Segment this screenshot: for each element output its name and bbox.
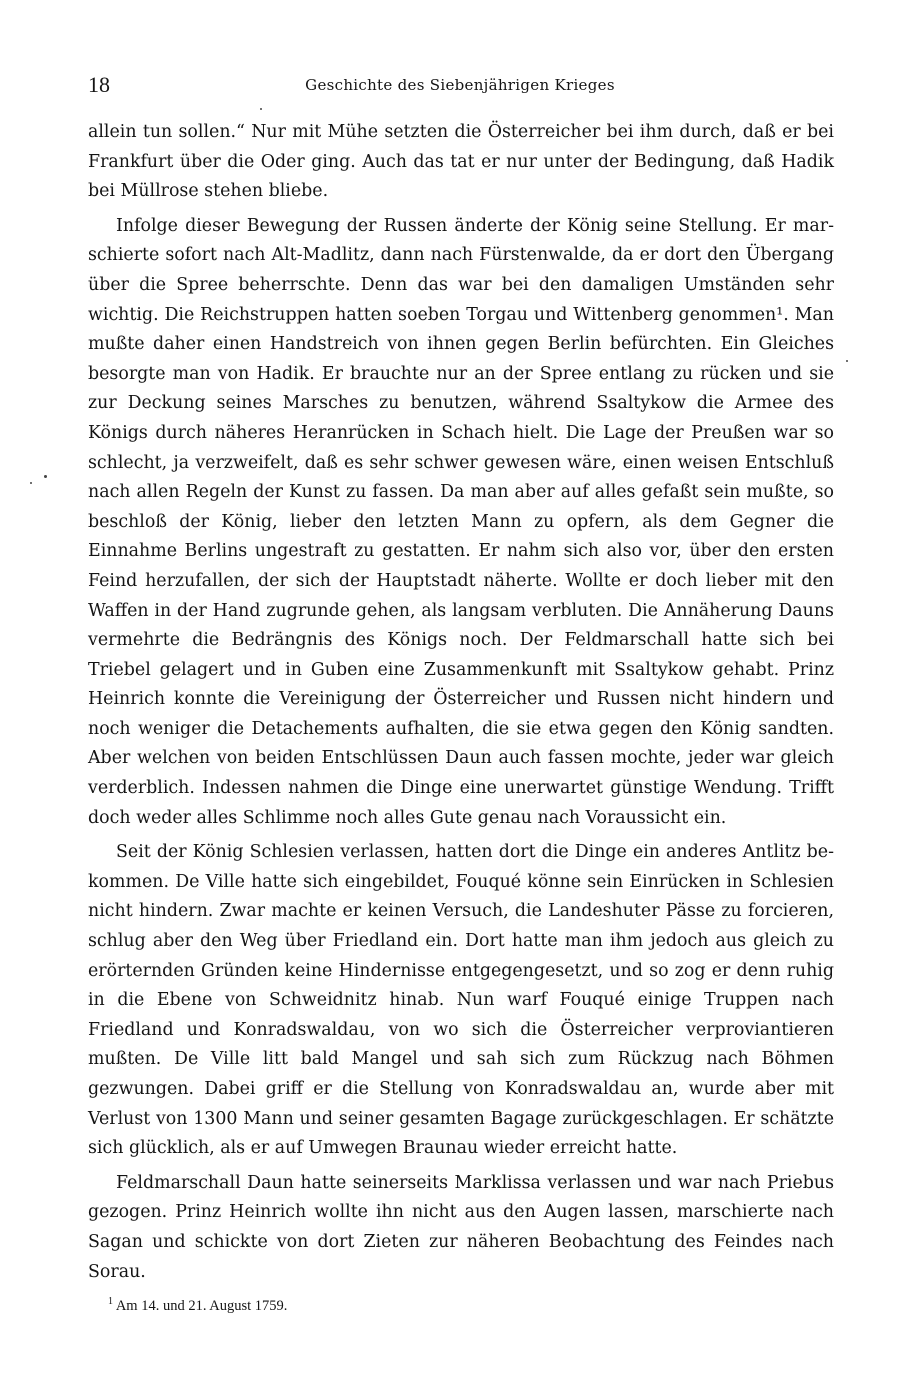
scan-speck <box>30 482 32 484</box>
page-header <box>88 72 832 102</box>
paragraph: allein tun sollen.“ Nur mit Mühe setzten die Österreicher bei ihm durch, daß er bei Frankfurt über die Oder ging. Auch das tat er nur unter der Bedingung, daß Hadik bei Müllrose stehen bliebe. <box>88 122 834 202</box>
footnote-text: Am 14. und 21. August 1759. <box>115 1297 288 1314</box>
footnote-marker: 1 <box>108 1296 113 1307</box>
running-title: Geschichte des Siebenjährigen Krieges <box>305 76 615 94</box>
scan-speck <box>44 475 47 478</box>
scan-speck <box>846 360 848 362</box>
paragraph: Feldmarschall Daun hatte seinerseits Marklissa verlassen und war nach Priebus gezogen. Prinz Heinrich wollte ihn nicht aus den Augen lassen, marschierte nach Sagan und schickte von dort Zieten zur näheren Beobachtung des Feindes nach Sorau. <box>88 1172 834 1282</box>
footnote <box>108 1296 808 1315</box>
scan-speck <box>260 108 262 110</box>
page-number: 18 <box>88 72 110 97</box>
body-text <box>88 118 834 1292</box>
paragraph: Infolge dieser Bewegung der Russen änderte der König seine Stellung. Er marschierte sofort nach Alt-Madlitz, dann nach Fürstenwalde, da er dort den Übergang über die Spree beherrschte. Denn das war bei den damaligen Umständen sehr wichtig. Die Reichstruppen hatten soeben Torgau und Wittenberg genommen¹. Man mußte daher einen Handstreich von ihnen gegen Berlin befürchten. Ein Gleiches besorgte man von Hadik. Er brauchte nur an der Spree entlang zu rücken und sie zur Deckung seines Marsches zu benutzen, während Ssaltykow die Armee des Königs durch näheres Heranrücken in Schach hielt. Die Lage der Preußen war so schlecht, ja verzweifelt, daß es sehr schwer gewesen wäre, einen weisen Entschluß nach allen Regeln der Kunst zu fassen. Da man aber auf alles gefaßt sein mußte, so beschloß der König, lieber den letzten Mann zu opfern, als dem Gegner die Einnahme Berlins ungestraft zu gestatten. Er nahm sich also vor, über den ersten Feind herzufallen, der sich der Hauptstadt näherte. Wollte er doch lieber mit den Waffen in der Hand zugrunde gehen, als langsam verbluten. Die Annäherung Dauns vermehrte die Bedrängnis des Königs noch. Der Feldmarschall hatte sich bei Triebel gelagert und in Guben eine Zusammenkunft mit Ssaltykow gehabt. Prinz Heinrich konnte die Vereinigung der Österreicher und Russen nicht hindern und noch weniger die Detachements aufhalten, die sie etwa gegen den König sandten. Aber welchen von beiden Entschlüssen Daun auch fassen mochte, jeder war gleich verderblich. Indessen nahmen die Dinge eine unerwartet günstige Wendung. Trifft doch weder alles Schlimme noch alles Gute genau nach Voraussicht ein. <box>88 215 834 828</box>
paragraph: Seit der König Schlesien verlassen, hatten dort die Dinge ein anderes Antlitz bekommen. De Ville hatte sich eingebildet, Fouqué könne sein Einrücken in Schlesien nicht hindern. Zwar machte er keinen Versuch, die Landeshuter Pässe zu forcieren, schlug aber den Weg über Friedland ein. Dort hatte man ihm jedoch aus gleich zu erörternden Gründen keine Hindernisse entgegengesetzt, und so zog er denn ruhig in die Ebene von Schweidnitz hinab. Nun warf Fouqué einige Truppen nach Friedland und Konradswaldau, von wo sich die Österreicher verproviantieren mußten. De Ville litt bald Mangel und sah sich zum Rückzug nach Böhmen gezwungen. Dabei griff er die Stellung von Konradswaldau an, wurde aber mit Verlust von 1300 Mann und seiner gesamten Bagage zurückgeschlagen. Er schätzte sich glücklich, als er auf Umwegen Braunau wieder erreicht hatte. <box>88 842 834 1159</box>
